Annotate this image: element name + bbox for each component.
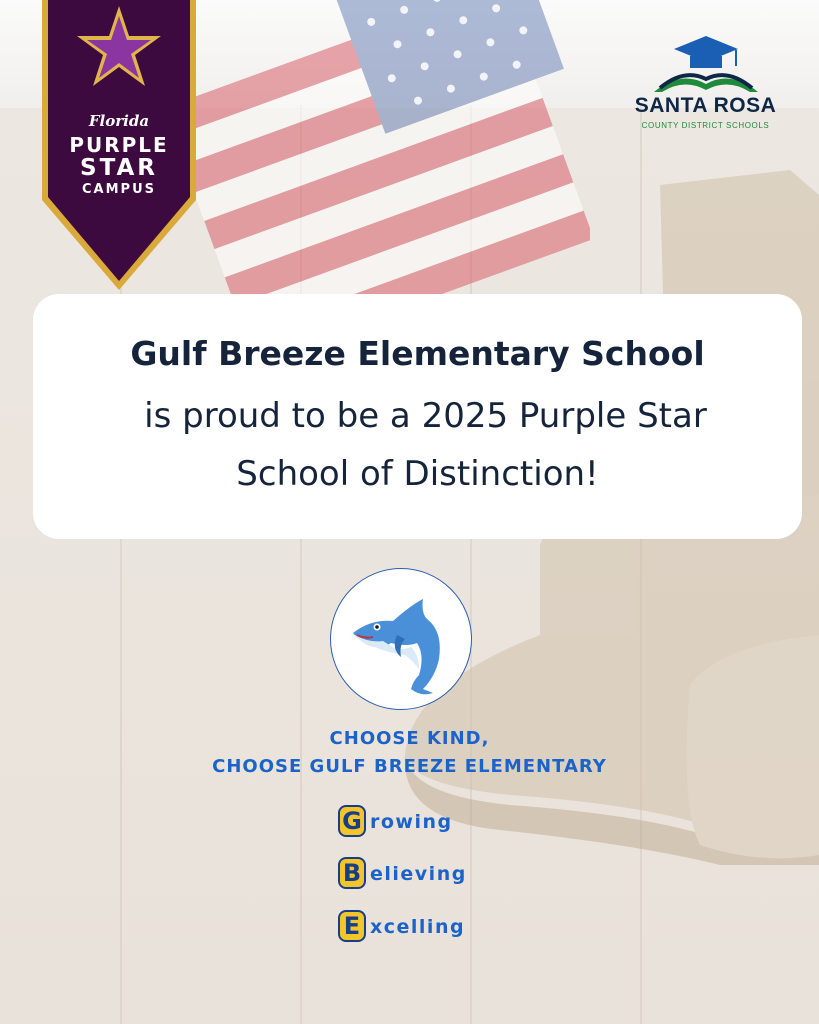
motto-line-2: CHOOSE GULF BREEZE ELEMENTARY (212, 756, 607, 777)
dolphin-icon (341, 585, 461, 697)
badge-line-purple: PURPLE (69, 133, 169, 157)
mascot-badge (330, 568, 472, 710)
graduation-cap-icon (646, 32, 766, 94)
announcement-card (33, 294, 802, 539)
acrostic-word: xcelling (370, 916, 466, 938)
acrostic-letter: E (338, 910, 366, 942)
acrostic-letter: G (338, 805, 366, 837)
acrostic-word: elieving (370, 863, 467, 885)
acrostic-letter: B (338, 857, 366, 889)
announcement-line-2: School of Distinction! (236, 454, 599, 494)
announcement-line-1: is proud to be a 2025 Purple Star (144, 396, 707, 436)
badge-line-campus: CAMPUS (82, 182, 156, 197)
badge-line-star: STAR (80, 155, 158, 181)
acrostic-word: rowing (370, 811, 453, 833)
district-name: SANTA ROSA (634, 94, 777, 117)
badge-script-text: Florida (88, 112, 150, 130)
district-logo (618, 32, 793, 132)
motto-line-1: CHOOSE KIND, (329, 728, 490, 749)
district-subtitle: COUNTY DISTRICT SCHOOLS (641, 121, 770, 130)
school-name-heading: Gulf Breeze Elementary School (130, 334, 705, 373)
